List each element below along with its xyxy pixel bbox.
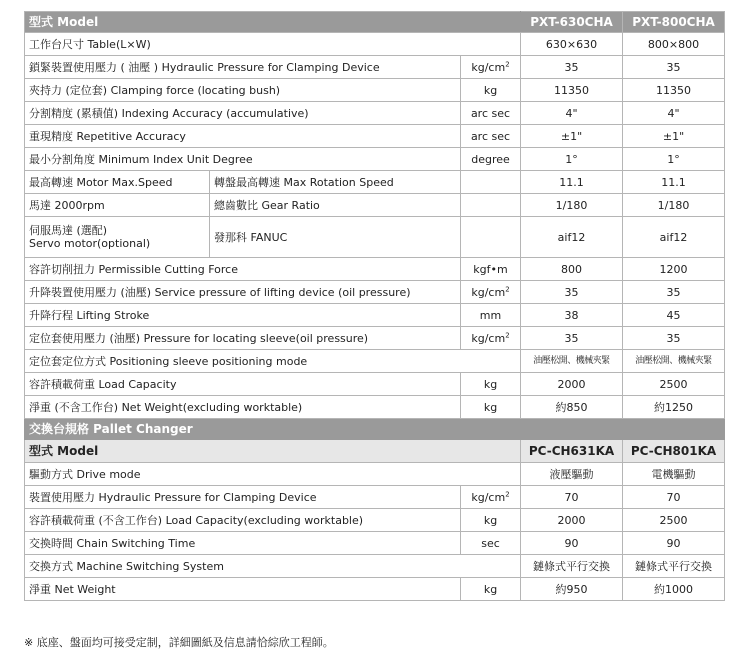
row-unit [461, 486, 521, 509]
row-label: 分割精度 (累積值) Indexing Accuracy (accumulative) [25, 102, 461, 125]
row-value-1: 4" [521, 102, 623, 125]
row-unit: arc sec [461, 125, 521, 148]
row-value-2: 電機驅動 [623, 463, 725, 486]
unit-superscript: 2 [505, 59, 510, 68]
row-value-2: 35 [623, 327, 725, 350]
pallet-model-header-row [25, 440, 725, 463]
row-label-a: 馬達 2000rpm [25, 194, 210, 217]
row-label: 鎖緊裝置使用壓力 ( 油壓 ) Hydraulic Pressure for Clamping Device [25, 56, 461, 79]
pallet-model-col2: PC-CH801KA [623, 440, 725, 463]
row-value-1: 約850 [521, 396, 623, 419]
table-row [25, 194, 725, 217]
table-row [25, 258, 725, 281]
row-label-b: 轉盤最高轉速 Max Rotation Speed [210, 171, 461, 194]
row-value-2: 800×800 [623, 33, 725, 56]
row-label-a-line1: 伺服馬達 (選配) [29, 224, 108, 237]
table-row [25, 373, 725, 396]
unit-superscript: 2 [505, 284, 510, 293]
row-value-2: 2500 [623, 373, 725, 396]
row-label: 最小分割角度 Minimum Index Unit Degree [25, 148, 461, 171]
row-value-1: 70 [521, 486, 623, 509]
row-value-1: 液壓驅動 [521, 463, 623, 486]
spec-table [24, 11, 725, 601]
row-label-a-line2: Servo motor(optional) [29, 237, 151, 250]
row-label: 淨重 Net Weight [25, 578, 461, 601]
row-value-1: 1° [521, 148, 623, 171]
row-label: 容許切削扭力 Permissible Cutting Force [25, 258, 461, 281]
row-label: 裝置使用壓力 Hydraulic Pressure for Clamping Device [25, 486, 461, 509]
row-value-2: 油壓松開、機械夾緊 [623, 350, 725, 373]
model-header-col2: PXT-800CHA [623, 12, 725, 33]
row-label: 容許積載荷重 Load Capacity [25, 373, 461, 396]
row-unit [461, 171, 521, 194]
section-title: 交換台規格 Pallet Changer [25, 419, 725, 440]
unit-text: kg/cm [471, 331, 506, 345]
row-value-2: 45 [623, 304, 725, 327]
table-row [25, 217, 725, 258]
table-row [25, 102, 725, 125]
row-label: 升降行程 Lifting Stroke [25, 304, 461, 327]
row-label: 驅動方式 Drive mode [25, 463, 521, 486]
row-label-b: 發那科 FANUC [210, 217, 461, 258]
row-unit [461, 281, 521, 304]
row-value-1: 800 [521, 258, 623, 281]
row-value-2: 鏈條式平行交換 [623, 555, 725, 578]
row-value-2: ±1" [623, 125, 725, 148]
table-row [25, 33, 725, 56]
row-unit [461, 56, 521, 79]
model-header-row [25, 12, 725, 33]
row-label: 淨重 (不含工作台) Net Weight(excluding worktable) [25, 396, 461, 419]
row-value-2: 11.1 [623, 171, 725, 194]
model-header-col1: PXT-630CHA [521, 12, 623, 33]
row-value-2: 90 [623, 532, 725, 555]
table-row [25, 532, 725, 555]
unit-text: kg/cm [471, 490, 506, 504]
table-row [25, 486, 725, 509]
row-unit [461, 194, 521, 217]
row-label: 定位套使用壓力 (油壓) Pressure for locating sleeve(oil pressure) [25, 327, 461, 350]
table-row [25, 125, 725, 148]
row-value-2: 11350 [623, 79, 725, 102]
row-value-1: 1/180 [521, 194, 623, 217]
row-unit: mm [461, 304, 521, 327]
row-value-1: 38 [521, 304, 623, 327]
row-unit: kg [461, 373, 521, 396]
row-value-1: 鏈條式平行交換 [521, 555, 623, 578]
row-value-1: 35 [521, 281, 623, 304]
row-label: 夾持力 (定位套) Clamping force (locating bush) [25, 79, 461, 102]
table-row [25, 396, 725, 419]
row-label: 交換時間 Chain Switching Time [25, 532, 461, 555]
row-value-1: 35 [521, 327, 623, 350]
row-value-2: 1/180 [623, 194, 725, 217]
unit-superscript: 2 [505, 330, 510, 339]
table-row [25, 327, 725, 350]
table-row [25, 463, 725, 486]
row-unit: kg [461, 396, 521, 419]
row-value-1: ±1" [521, 125, 623, 148]
row-label: 交換方式 Machine Switching System [25, 555, 521, 578]
row-value-1: 2000 [521, 509, 623, 532]
row-unit: kg [461, 578, 521, 601]
row-label: 容許積載荷重 (不含工作台) Load Capacity(excluding worktable) [25, 509, 461, 532]
row-value-1: 630×630 [521, 33, 623, 56]
row-label-a [25, 217, 210, 258]
footnote: ※ 底座、盤面均可接受定制，詳細圖紙及信息請恰綜欣工程師。 [24, 636, 334, 649]
table-row [25, 578, 725, 601]
row-label-b: 總齒數比 Gear Ratio [210, 194, 461, 217]
row-value-1: 11.1 [521, 171, 623, 194]
row-unit [461, 217, 521, 258]
row-label: 定位套定位方式 Positioning sleeve positioning mode [25, 350, 521, 373]
pallet-changer-section-row [25, 419, 725, 440]
row-unit: arc sec [461, 102, 521, 125]
table-row [25, 350, 725, 373]
unit-superscript: 2 [505, 489, 510, 498]
table-row [25, 79, 725, 102]
table-row [25, 555, 725, 578]
table-row [25, 171, 725, 194]
row-label: 工作台尺寸 Table(L×W) [25, 33, 521, 56]
row-value-1: aif12 [521, 217, 623, 258]
row-value-2: 35 [623, 56, 725, 79]
table-row [25, 56, 725, 79]
row-label: 重現精度 Repetitive Accuracy [25, 125, 461, 148]
row-value-2: 1° [623, 148, 725, 171]
row-value-2: 70 [623, 486, 725, 509]
row-value-1: 油壓松開、機械夾緊 [521, 350, 623, 373]
row-value-2: 1200 [623, 258, 725, 281]
row-unit: kg [461, 79, 521, 102]
row-value-1: 90 [521, 532, 623, 555]
table-row [25, 304, 725, 327]
row-label: 升降裝置使用壓力 (油壓) Service pressure of lifting device (oil pressure) [25, 281, 461, 304]
unit-text: kg/cm [471, 60, 506, 74]
row-value-1: 約950 [521, 578, 623, 601]
pallet-model-col1: PC-CH631KA [521, 440, 623, 463]
pallet-model-label: 型式 Model [25, 440, 521, 463]
row-label-a: 最高轉速 Motor Max.Speed [25, 171, 210, 194]
row-unit: kg [461, 509, 521, 532]
unit-text: kg/cm [471, 285, 506, 299]
row-value-2: aif12 [623, 217, 725, 258]
table-row [25, 281, 725, 304]
row-unit: degree [461, 148, 521, 171]
table-row [25, 509, 725, 532]
row-unit [461, 327, 521, 350]
row-value-1: 11350 [521, 79, 623, 102]
row-value-2: 2500 [623, 509, 725, 532]
row-unit: kgf•m [461, 258, 521, 281]
table-row [25, 148, 725, 171]
row-value-2: 4" [623, 102, 725, 125]
row-unit: sec [461, 532, 521, 555]
row-value-2: 35 [623, 281, 725, 304]
row-value-2: 約1000 [623, 578, 725, 601]
row-value-1: 2000 [521, 373, 623, 396]
model-header-label: 型式 Model [25, 12, 521, 33]
row-value-2: 約1250 [623, 396, 725, 419]
row-value-1: 35 [521, 56, 623, 79]
